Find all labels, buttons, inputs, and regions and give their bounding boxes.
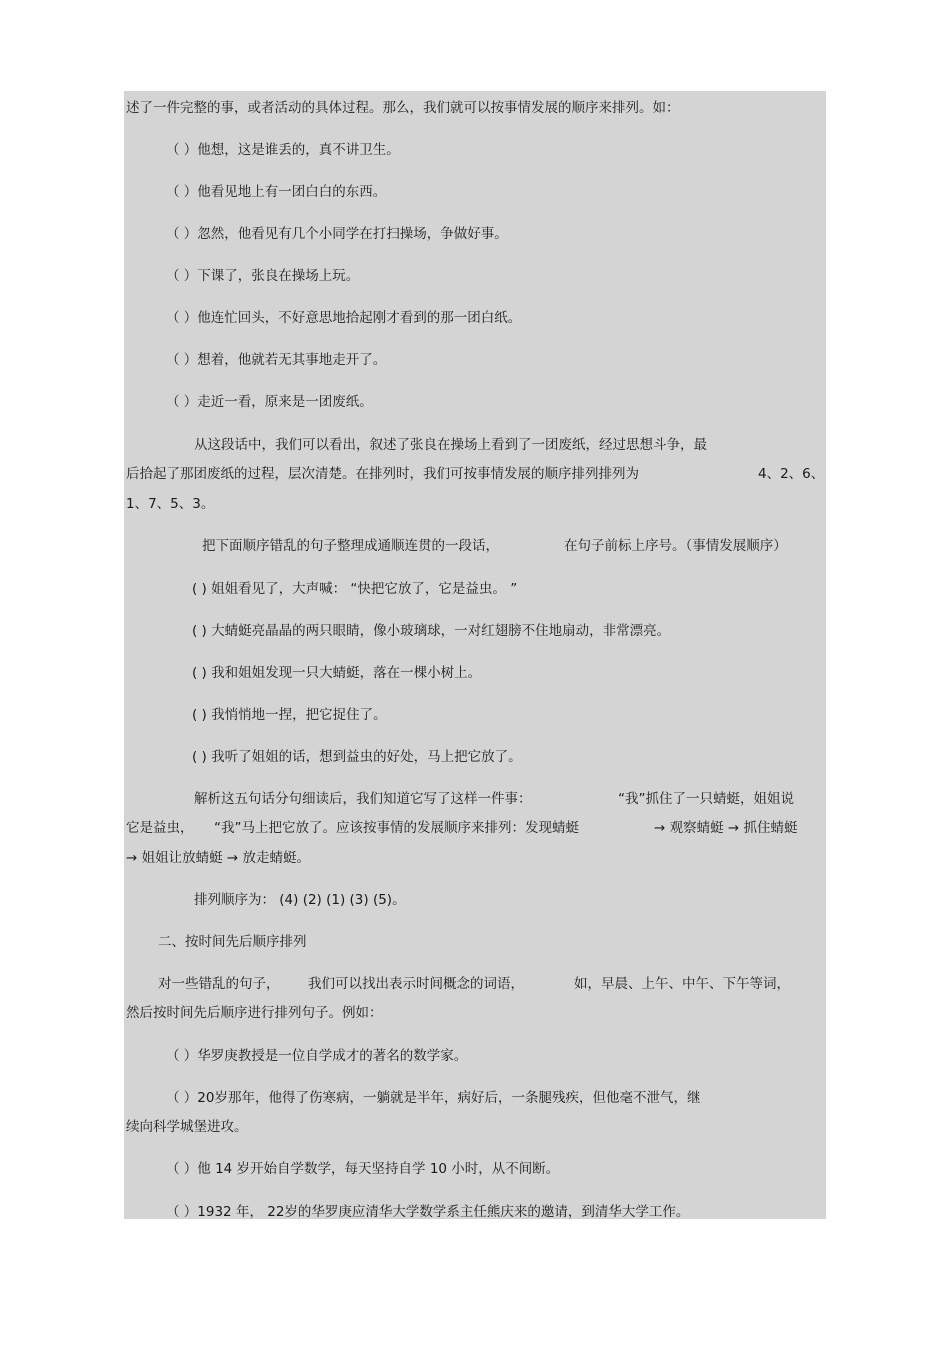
- example3-sentence-1: （ ）华罗庚教授是一位自学成才的著名的数学家。: [166, 1048, 468, 1064]
- section2-heading: 二、按时间先后顺序排列: [158, 934, 307, 950]
- example1-sentence-4: （ ）下课了，张良在操场上玩。: [166, 268, 360, 284]
- example2-sentence-3: ( ) 我和姐姐发现一只大蜻蜓，落在一棵小树上。: [192, 665, 482, 681]
- section2-intro-part-3: 如，早晨、上午、中午、下午等词，: [574, 976, 790, 992]
- example1-sentence-2: （ ）他看见地上有一团白白的东西。: [166, 184, 387, 200]
- section2-intro-part-2: 我们可以找出表示时间概念的词语，: [308, 976, 524, 992]
- example3-sentence-2-cont: 续向科学城堡进攻。: [126, 1119, 248, 1135]
- example3-sentence-3: （ ）他 14 岁开始自学数学，每天坚持自学 10 小时，从不间断。: [166, 1161, 560, 1177]
- example1-sentence-3: （ ）忽然，他看见有几个小同学在打扫操场，争做好事。: [166, 226, 508, 242]
- analysis2-line-1-end: “我”抓住了一只蜻蜓，姐姐说: [618, 791, 794, 807]
- example3-sentence-4: （ ）1932 年， 22岁的华罗庚应清华大学数学系主任熊庆来的邀请，到清华大学工作。: [166, 1204, 690, 1219]
- section2-intro-part-1: 对一些错乱的句子，: [158, 976, 280, 992]
- example2-sentence-5: ( ) 我听了姐姐的话，想到益虫的好处，马上把它放了。: [192, 749, 522, 765]
- analysis2-line-2-start: 它是益虫，: [126, 820, 194, 836]
- example2-sentence-1: ( ) 姐姐看见了，大声喊： “快把它放了，它是益虫。 ”: [192, 581, 518, 597]
- order-answer: 排列顺序为： (4) (2) (1) (3) (5)。: [194, 892, 406, 908]
- analysis2-line-1: 解析这五句话分句细读后，我们知道它写了这样一件事：: [194, 791, 532, 807]
- example1-sentence-5: （ ）他连忙回头，不好意思地拾起刚才看到的那一团白纸。: [166, 310, 522, 326]
- analysis1-line-1: 从这段话中，我们可以看出，叙述了张良在操场上看到了一团废纸，经过思想斗争，最: [194, 437, 707, 453]
- example1-sentence-7: （ ）走近一看，原来是一团废纸。: [166, 394, 373, 410]
- example2-sentence-4: ( ) 我悄悄地一捏，把它捉住了。: [192, 707, 387, 723]
- task-instruction-left: 把下面顺序错乱的句子整理成通顺连贯的一段话，: [202, 538, 499, 554]
- section2-intro-line-2: 然后按时间先后顺序进行排列句子。例如：: [126, 1005, 383, 1021]
- example2-sentence-2: ( ) 大蜻蜓亮晶晶的两只眼睛，像小玻璃球，一对红翅膀不住地扇动，非常漂亮。: [192, 623, 671, 639]
- analysis2-line-3: → 姐姐让放蜻蜓 → 放走蜻蜓。: [126, 850, 310, 866]
- analysis1-line-2: 后拾起了那团废纸的过程，层次清楚。在排列时，我们可按事情发展的顺序排列排列为: [126, 466, 639, 482]
- intro-paragraph: 述了一件完整的事，或者活动的具体过程。那么，我们就可以按事情发展的顺序来排列。如：: [126, 100, 680, 116]
- analysis2-line-2-mid: “我”马上把它放了。应该按事情的发展顺序来排列：发现蜻蜓: [214, 820, 579, 836]
- example3-sentence-2: （ ）20岁那年，他得了伤寒病，一躺就是半年，病好后，一条腿残疾，但他毫不泄气，继: [166, 1090, 701, 1106]
- task-instruction-right: 在句子前标上序号。（事情发展顺序）: [564, 538, 787, 554]
- analysis1-answer-part: 4、2、6、: [758, 466, 825, 482]
- analysis2-line-2-end: → 观察蜻蜓 → 抓住蜻蜓: [654, 820, 798, 836]
- document-page: [124, 91, 826, 1219]
- example1-sentence-1: （ ）他想，这是谁丢的，真不讲卫生。: [166, 142, 400, 158]
- example1-sentence-6: （ ）想着，他就若无其事地走开了。: [166, 352, 387, 368]
- analysis1-line-3: 1、7、5、3。: [126, 496, 215, 512]
